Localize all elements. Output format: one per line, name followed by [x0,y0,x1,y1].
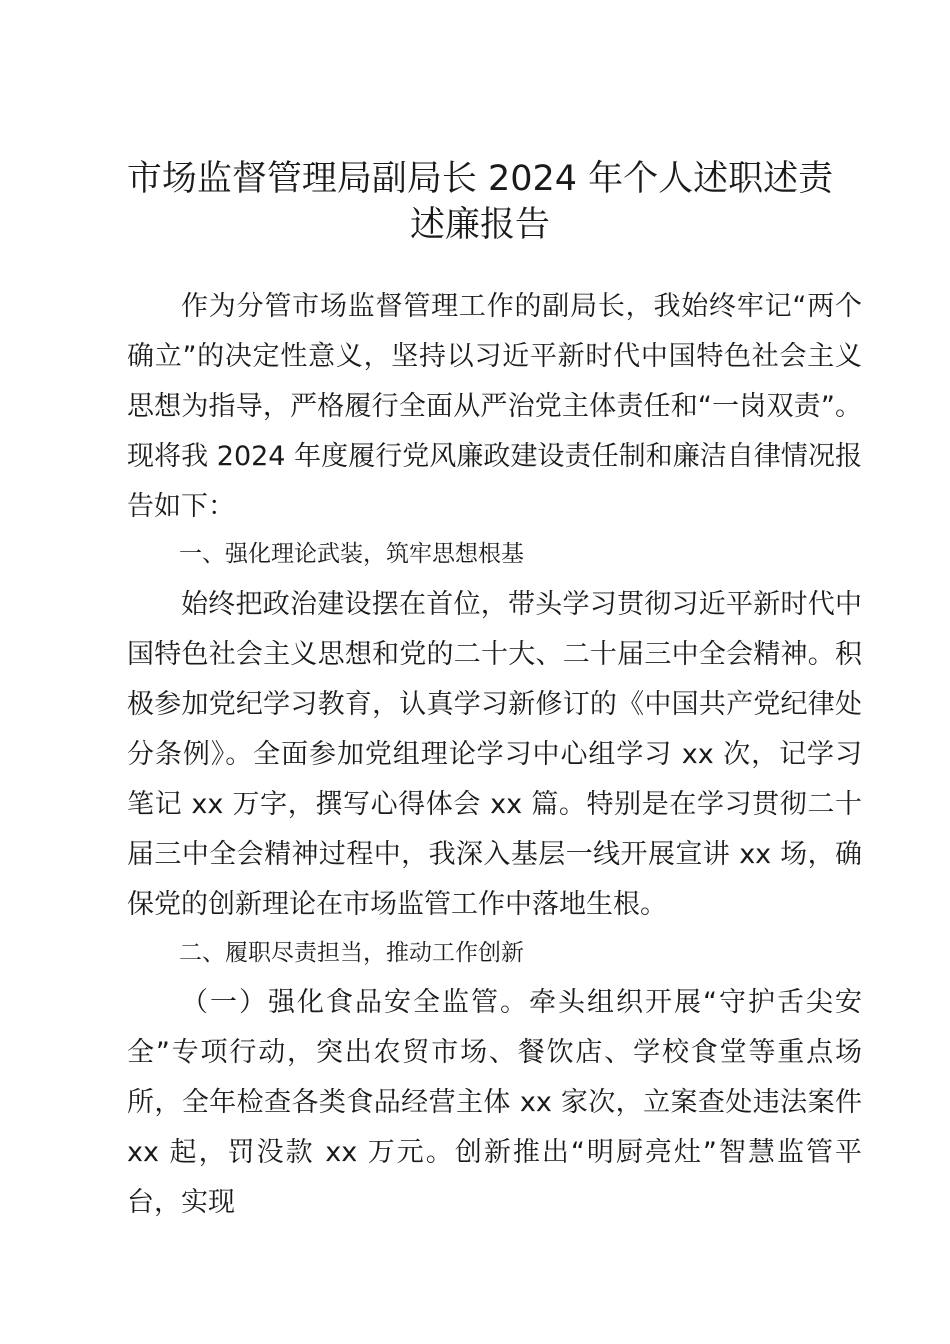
section-heading-2: 二、履职尽责担当，推动工作创新 [179,940,524,966]
section-1-paragraph: 始终把政治建设摆在首位，带头学习贯彻习近平新时代中国特色社会主义思想和党的二十大、二十届三中全会精神。积极参加党纪学习教育，认真学习新修订的《中国共产党纪律处分条例》。全面参加党组理论学习中心组学习 xx 次，记学习笔记 xx 万字，撰写心得体会 xx 篇。特别是在学习贯彻二十届三中全会精神过程中，我深入基层一线开展宣讲 xx 场，确保党的创新理论在市场监管工作中落地生根。 [127,589,862,920]
document-title: 市场监督管理局副局长 2024 年个人述职述责述廉报告 [126,159,834,245]
section-heading-1: 一、强化理论武装，筑牢思想根基 [179,541,524,567]
intro-paragraph: 作为分管市场监督管理工作的副局长，我始终牢记“两个确立”的决定性意义，坚持以习近平新时代中国特色社会主义思想为指导，严格履行全面从严治党主体责任和“一岗双责”。现将我 2024 年度履行党风廉政建设责任制和廉洁自律情况报告如下： [127,291,862,522]
section-2-paragraph: （一）强化食品安全监管。牵头组织开展“守护舌尖安全”专项行动，突出农贸市场、餐饮店、学校食堂等重点场所，全年检查各类食品经营主体 xx 家次，立案查处违法案件 xx 起，罚没款 xx 万元。创新推出“明厨亮灶”智慧监管平台，实现 [127,987,862,1218]
